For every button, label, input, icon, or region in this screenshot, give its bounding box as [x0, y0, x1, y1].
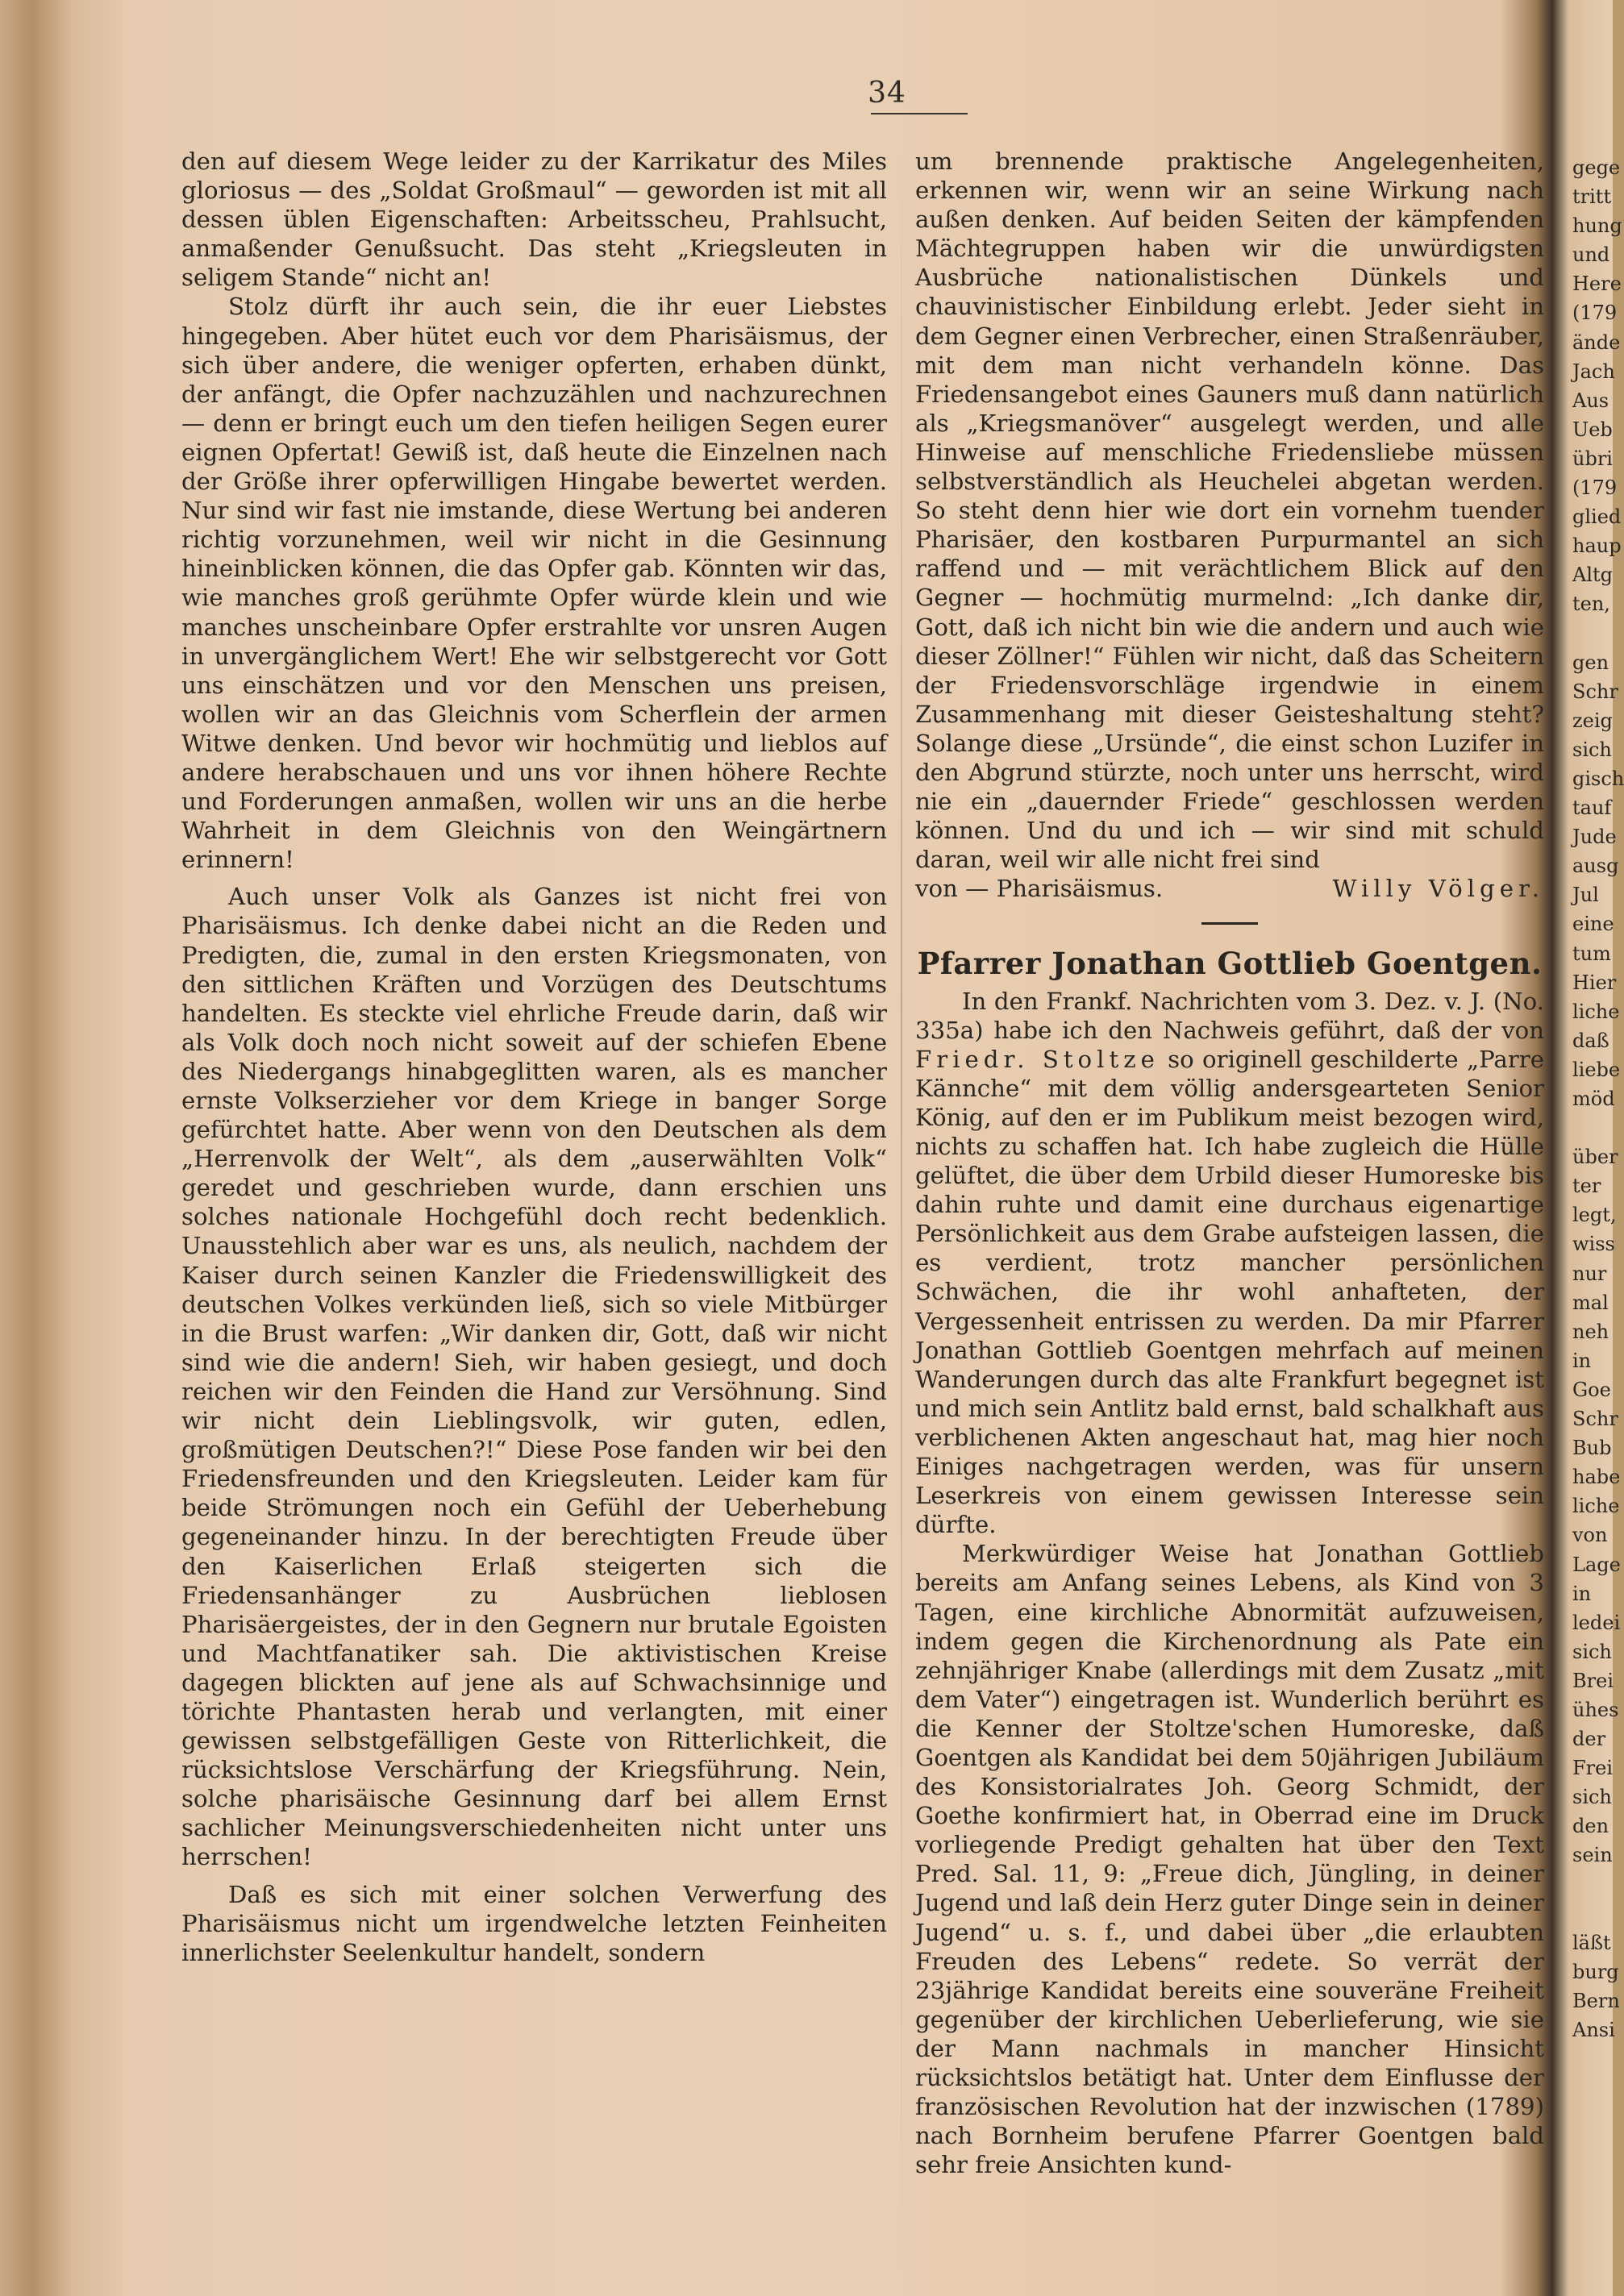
left-column	[181, 147, 887, 1967]
next-page-fragment: Lage	[1572, 1553, 1621, 1576]
next-page-fragment: habe	[1572, 1466, 1621, 1489]
paragraph	[915, 987, 1544, 1540]
next-page-fragment: ledei	[1572, 1611, 1621, 1634]
next-page-fragment: gege	[1572, 156, 1621, 179]
next-page-fragment: Altg	[1572, 564, 1614, 587]
next-page-fragment: Bern	[1572, 1989, 1620, 2012]
next-page-fragment: Bub	[1572, 1437, 1612, 1460]
next-page-fragment: läßt	[1572, 1931, 1611, 1954]
next-page-fragment: Ansi	[1572, 2019, 1615, 2041]
next-page-fragment: Aus	[1572, 389, 1609, 412]
next-page-fragment: (179	[1572, 476, 1618, 500]
next-page-fragment: Jach	[1572, 360, 1615, 383]
next-page-fragment: in	[1572, 1582, 1592, 1605]
next-page-fragment: sich	[1572, 1640, 1612, 1663]
next-page-fragment: Jude	[1572, 826, 1617, 849]
next-page-fragment: Hier	[1572, 971, 1617, 994]
next-page-fragment	[1572, 619, 1613, 648]
next-page-edge	[1572, 153, 1624, 2290]
signature-line	[915, 874, 1544, 903]
next-page-fragment: und	[1572, 243, 1610, 267]
paragraph: Auch unser Volk als Ganzes ist nicht frei von Pharisäismus. Ich denke dabei nicht an die Reden und Predigten, die, zumal in den ersten Kriegsmonaten, von den sittlichen Kräften und Vorzügen des Deutschtums handelten. Es steckte viel ehrliche Freude darin, daß wir als Volk doch noch nicht soweit auf der schiefen Ebene des Niedergangs hinabgeglitten waren, als es mancher ernste Volkserzieher vor dem Kriege in banger Sorge gefürchtet hatte. Aber wenn von den Deutschen als dem „Herrenvolk der Welt“, als dem „auserwählten Volk“ geredet und geschrieben wurde, dann erschien uns solches nationale Hochgefühl doch recht bedenklich. Unausstehlich aber war es uns, als neulich, nachdem der Kaiser durch seinen Kanzler die Friedenswilligkeit des deutschen Volkes verkünden ließ, sich so viele Mitbürger in die Brust warfen: „Wir danken dir, Gott, daß wir nicht sind wie die andern! Sieh, wir haben gesiegt, und doch reichen wir den Feinden die Hand zur Versöhnung. Sind wir nicht dein Lieblingsvolk, wir guten, edlen, großmütigen Deutschen?!“ Diese Pose fanden wir bei den Friedensfreunden und den Kriegsleuten. Leider kam für beide Strömungen noch ein Gefühl der Ueberhebung gegeneinander hinzu. In der berechtigten Freude über den Kaiserlichen Erlaß steigerten sich die Friedensanhänger zu Ausbrüchen lieblosen Pharisäergeistes, der in den Gegnern nur brutale Egoisten und Machtfanatiker sah. Die aktivistischen Kreise dagegen blickten auf jene als auf Schwachsinnige und törichte Phantasten herab und verlangten, mit einer gewissen selbstgefälligen Geste von Ritterlichkeit, die rücksichtslose Verschärfung der Kriegsführung. Nein, solche pharisäische Gesinnung darf bei allem Ernst sachlicher Meinungsverschiedenheiten nicht unter uns herrschen!	[181, 883, 887, 1871]
next-page-fragment	[1572, 1899, 1613, 1928]
next-page-fragment: wiss	[1572, 1233, 1615, 1256]
next-page-fragment: liebe	[1572, 1058, 1621, 1081]
next-page-fragment: den	[1572, 1815, 1609, 1838]
paragraph: Merkwürdiger Weise hat Jonathan Gottlieb bereits am Anfang seines Lebens, als Kind von 3 Tagen, eine kirchliche Abnormität aufzuweisen, indem gegen die Kirchenordnung als Pate ein zehnjähriger Knabe (allerdings mit dem Zusatz „mit dem Vater“) eingetragen ist. Wunderlich berührt es die Kenner der Stoltze'schen Humoreske, daß Goentgen als Kandidat bei dem 50jährigen Jubiläum des Konsistorialrates Joh. Georg Schmidt, der Goethe konfirmiert hat, in Oberrad eine im Druck vorliegende Predigt gehalten hat über den Text Pred. Sal. 11, 9: „Freue dich, Jüngling, in deiner Jugend und laß dein Herz guter Dinge sein in deiner Jugend“ u. s. f., und dabei über „die erlaubten Freuden des Lebens“ redete. So verrät der 23jährige Kandidat bereits eine souveräne Freiheit gegenüber der kirchlichen Ueberlieferung, wie sie der Mann nachmals in mancher Hinsicht rücksichtslos betätigt hat. Unter dem Einflusse der französischen Revolution hat der inzwischen (1789) nach Bornheim berufene Pfarrer Goentgen bald sehr freie Ansichten kund-	[915, 1540, 1544, 2179]
next-page-fragment: tritt	[1572, 185, 1612, 209]
next-page-fragment: Schr	[1572, 680, 1618, 703]
paragraph: um brennende praktische Angelegenheiten, erkennen wir, wenn wir an seine Wirkung nach außen denken. Auf beiden Seiten der kämpfenden Mächtegruppen haben wir die unwürdigsten Ausbrüche nationalistischen Dünkels und chauvinistischer Einbildung erlebt. Jeder sieht in dem Gegner einen Verbrecher, einen Straßenräuber, mit dem man nicht verhandeln könne. Das Friedensangebot eines Gauners muß dann natürlich als „Kriegsmanöver“ ausgelegt werden, und alle Hinweise auf menschliche Friedensliebe müssen selbstverständlich als Heuchelei abgetan werden. So steht denn hier wie dort ein vornehm tuender Pharisäer, den kostbaren Purpurmantel an sich raffend und — mit verächtlichem Blick auf den Gegner — hochmütig murmelnd: „Ich danke dir, Gott, daß ich nicht bin wie die andern und auch wie dieser Zöllner!“ Fühlen wir nicht, daß das Scheitern der Friedensvorschläge irgendwie in einem Zusammenhang mit dieser Geisteshaltung steht? Solange diese „Ursünde“, die einst schon Luzifer in den Abgrund stürzte, noch unter uns herrscht, wird nie ein „dauernder Friede“ geschlossen werden können. Und du und ich — wir sind mit schuld daran, weil wir alle nicht frei sind	[915, 148, 1544, 874]
author-signature: Willy Völger.	[1332, 875, 1544, 903]
section-rule	[1201, 922, 1258, 925]
next-page-fragment: ände	[1572, 331, 1621, 354]
next-page-fragment: daß	[1572, 1029, 1609, 1052]
next-page-fragment: neh	[1572, 1320, 1609, 1343]
next-page-fragment: nur	[1572, 1262, 1607, 1285]
paragraph: Daß es sich mit einer solchen Verwerfung des Pharisäismus nicht um irgendwelche letzten Feinheiten innerlichster Seelenkultur handelt, sondern	[181, 1880, 887, 1966]
next-page-fragment: eine	[1572, 913, 1614, 936]
next-page-fragment: (179	[1572, 302, 1618, 325]
person-name: Friedr. Stoltze	[915, 1045, 1160, 1073]
next-page-fragment: hung	[1572, 214, 1622, 238]
text-run: In den Frankf. Nachrichten vom 3. Dez. v. J. (No. 335a) habe ich den Nachweis geführt, daß der von	[915, 987, 1544, 1044]
next-page-fragment: ten,	[1572, 593, 1610, 616]
next-page-fragment: tum	[1572, 942, 1611, 965]
next-page-fragment: liche	[1572, 1495, 1620, 1518]
next-page-fragment: Ueb	[1572, 418, 1613, 441]
next-page-fragment: gen	[1572, 651, 1609, 674]
next-page-fragment: in	[1572, 1349, 1592, 1372]
page-number: 34	[868, 77, 906, 110]
next-page-fragment: gisch	[1572, 767, 1624, 790]
article-title: Pfarrer Jonathan Gottlieb Goentgen.	[917, 946, 1543, 982]
next-page-fragment: möd	[1572, 1088, 1615, 1110]
next-page-fragment: Here	[1572, 272, 1622, 296]
next-page-fragment: sich	[1572, 1786, 1612, 1809]
next-page-fragment: übri	[1572, 447, 1613, 470]
text-run: so originell geschilderte „Parre Kännche“ mit dem völlig andersgearteten Senior König, auf den er im Publikum meist bezogen wird, nichts zu schaffen hat. Ich habe zugleich die Hülle gelüftet, die über dem Urbild dieser Humoreske bis dahin ruhte und damit eine durchaus eigenartige Persönlichkeit aus dem Grabe aufsteigen lassen, die es verdient, trotz mancher persönlichen Schwächen, die ihr wohl anhafteten, der Vergessenheit entrissen zu werden. Da mir Pfarrer Jonathan Gottlieb Goentgen mehrfach auf meinen Wanderungen durch das alte Frankfurt begegnet ist und mich sein Antlitz bald ernst, bald schalkhaft aus verblichenen Akten angeschaut hat, mag hier noch Einiges nachgetragen werden, was für unsern Leserkreis von einem gewissen Interesse sein dürfte.	[915, 1045, 1544, 1539]
next-page-fragment: sein	[1572, 1844, 1613, 1867]
next-page-fragment	[1572, 1113, 1613, 1142]
column-divider	[901, 149, 902, 2277]
next-page-fragment: haup	[1572, 534, 1622, 558]
next-page-fragment: ühes	[1572, 1698, 1619, 1721]
next-page-fragment: ter	[1572, 1175, 1601, 1198]
next-page-fragment: sich	[1572, 738, 1612, 761]
next-page-fragment: legt,	[1572, 1204, 1617, 1227]
next-page-fragment: zeig	[1572, 709, 1613, 732]
paragraph: den auf diesem Wege leider zu der Karrikatur des Miles gloriosus — des „Soldat Großmaul“ — geworden ist mit all dessen üblen Eigenschaften: Arbeitsscheu, Prahlsucht, anmaßender Genußsucht. Das steht „Kriegsleuten in seligem Stande“ nicht an!	[181, 148, 887, 292]
next-page-fragment: tauf	[1572, 797, 1612, 820]
next-page-fragment: Goe	[1572, 1378, 1611, 1401]
next-page-fragment: von	[1572, 1524, 1608, 1547]
next-page-fragment: über	[1572, 1146, 1618, 1169]
page-number-rule	[871, 113, 968, 114]
next-page-fragment: glied	[1572, 505, 1622, 529]
next-page-fragment: liche	[1572, 1000, 1620, 1023]
paragraph: Stolz dürft ihr auch sein, die ihr euer Liebstes hingegeben. Aber hütet euch vor dem Pharisäismus, der sich über andere, die weniger opferten, erhaben dünkt, der anfängt, die Opfer nachzuzählen und nachzurechnen — denn er bringt euch um den tiefen heiligen Segen eurer eignen Opfertat! Gewiß ist, daß heute die Einzelnen nach der Größe ihrer opferwilligen Hingabe bewertet werden. Nur sind wir fast nie imstande, diese Wertung bei anderen richtig vorzunehmen, weil wir nicht in die Gesinnung hineinblicken können, die das Opfer gab. Könnten wir das, wie manches groß gerühmte Opfer würde klein und wie manches unscheinbare Opfer erstrahlte vor unsren Augen in unvergänglichem Wert! Ehe wir selbstgerecht vor Gott uns einschätzen und vor den Menschen uns preisen, wollen wir an das Gleichnis vom Scherflein der armen Witwe denken. Und bevor wir hochmütig und lieblos auf andere herabschauen und uns vor ihnen höhere Rechte und Forderungen anmaßen, wollen wir uns an die herbe Wahrheit in dem Gleichnis von den Weingärtnern erinnern!	[181, 293, 887, 874]
next-page-fragment	[1572, 1870, 1613, 1899]
signature-lead: von — Pharisäismus.	[915, 875, 1164, 903]
next-page-fragment: mal	[1572, 1291, 1609, 1314]
next-page-fragment: Jul	[1572, 884, 1599, 907]
next-page-fragment: burg	[1572, 1960, 1619, 1983]
next-page-fragment: ausg	[1572, 855, 1619, 878]
next-page-fragment: Frei	[1572, 1757, 1614, 1780]
next-page-fragment: Brei	[1572, 1669, 1614, 1692]
next-page-fragment: Schr	[1572, 1408, 1618, 1431]
right-column	[915, 147, 1544, 2179]
next-page-fragment: der	[1572, 1728, 1606, 1751]
